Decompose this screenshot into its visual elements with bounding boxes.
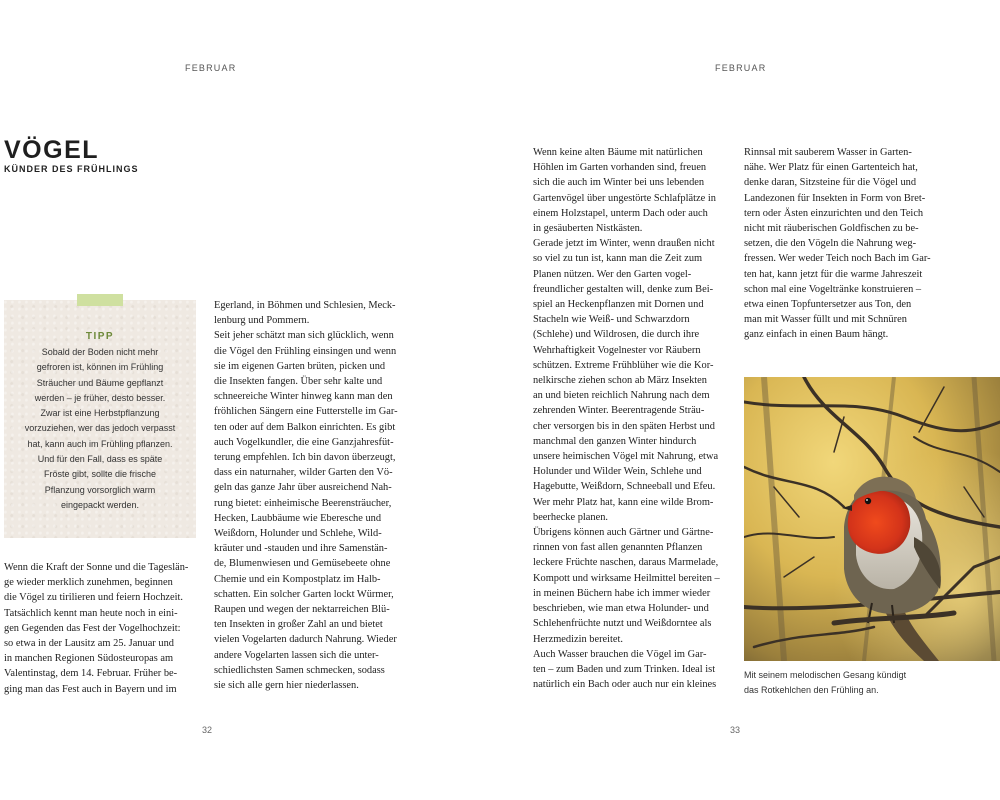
text-line: die Insekten fangen. Über sehr kalte und xyxy=(214,376,383,388)
text-line: dass ein naturnaher, wilder Garten den Vö- xyxy=(214,467,393,479)
text-line: Wehrhaftigkeit Vogelnester vor Räubern xyxy=(533,344,701,356)
text-line: lenburg und Pommern. xyxy=(214,315,310,327)
tip-line: vorzuziehen, wer das jedoch verpasst xyxy=(24,423,176,434)
text-line: nicht mit räuberischen Goldfischen zu be- xyxy=(744,223,919,235)
text-line: nelkirsche ziehen schon ab März Insekten xyxy=(533,375,707,387)
tip-line: Sträucher und Bäume gepflanzt xyxy=(36,377,164,388)
text-line: schon mal eine Vogeltränke konstruieren – xyxy=(744,283,922,295)
text-line: Auch Wasser brauchen die Vögel im Gar- xyxy=(533,648,707,660)
tip-box xyxy=(4,300,196,538)
tip-line: Pflanzung vorsorglich warm xyxy=(44,484,156,495)
caption-line: das Rotkehlchen den Frühling an. xyxy=(744,685,879,695)
text-line: spiel an Heckenpflanzen mit Dornen und xyxy=(533,299,704,311)
text-line: etwa einen Topfuntersetzer aus Ton, den xyxy=(744,299,912,311)
page-number-left: 32 xyxy=(202,725,213,735)
text-line: Raupen und wegen der nektarreichen Blü- xyxy=(214,604,390,616)
tip-line: Fröste gibt, sollte die frische xyxy=(43,469,157,480)
text-line: setzen, die den Vögeln die Nahrung weg- xyxy=(744,238,917,250)
text-line: Wenn keine alten Bäume mit natürlichen xyxy=(533,147,703,158)
chapter-title: VÖGEL xyxy=(4,136,100,164)
text-line: Egerland, in Böhmen und Schlesien, Meck- xyxy=(214,300,396,311)
text-line: schneereiche Winter hinweg kann man den xyxy=(214,391,393,403)
text-line: manchmal den ganzen Winter hindurch xyxy=(533,435,697,447)
text-line: gen Gegenden das Fest der Vogelhochzeit: xyxy=(4,622,181,634)
text-line: Schlehenfrüchte nutzt und Weißdorntee als xyxy=(533,618,712,630)
chapter-subtitle: KÜNDER DES FRÜHLINGS xyxy=(4,164,139,174)
tip-line: Und für den Fall, dass es späte xyxy=(37,454,163,465)
text-line: ten oder auf dem Balkon einrichten. Es gibt xyxy=(214,421,396,433)
text-line: einem Holzstapel, unterm Dach oder auch xyxy=(533,207,708,219)
body-column-3 xyxy=(533,145,720,692)
text-line: ten hat, kann jetzt für die warme Jahreszeit xyxy=(744,268,923,280)
tip-text xyxy=(4,345,196,513)
right-page xyxy=(500,0,1000,800)
text-line: leckere Früchte naschen, daraus Marmelade, xyxy=(533,557,719,569)
text-line: Gerade jetzt im Winter, wenn draußen nicht xyxy=(533,238,715,250)
text-line: Gartenvögel über ungestörte Schlafplätze in xyxy=(533,192,716,204)
text-line: Wenn die Kraft der Sonne und die Tageslän- xyxy=(4,562,189,573)
text-line: sie im eigenen Garten brüten, picken und xyxy=(214,360,386,372)
text-line: fressen. Wer weder Teich noch Bach im Gar- xyxy=(744,253,931,265)
text-line: schatten. Ein solcher Garten lockt Würmer, xyxy=(214,588,394,600)
text-line: rung bietet: einheimische Beerensträucher, xyxy=(214,497,392,509)
text-line: in manchen Regionen Südosteuropas am xyxy=(4,653,174,665)
text-line: denke daran, Sitzsteine für die Vögel und xyxy=(744,177,917,189)
running-header-left: FEBRUAR xyxy=(185,63,237,73)
text-line: (Schlehe) und Wildrosen, die durch ihre xyxy=(533,329,700,341)
text-line: Kompott und wirksame Heilmittel bereiten – xyxy=(533,572,720,584)
text-line: natürlich ein Bach oder auch nur ein kleines xyxy=(533,679,717,691)
text-line: Planen nützen. Wer den Garten vogel- xyxy=(533,268,692,280)
text-line: Wer mehr Platz hat, kann eine wilde Brom- xyxy=(533,496,714,508)
robin-photo xyxy=(744,377,1000,661)
text-line: ten Insekten in großer Zahl an und bietet xyxy=(214,619,383,631)
text-line: cher versorgen bis in den späten Herbst und xyxy=(533,420,715,432)
text-line: terung empfehlen. Ich bin davon überzeugt, xyxy=(214,452,396,464)
text-line: fröhlichen Sängern eine Futterstelle im Gar- xyxy=(214,406,398,418)
text-line: an und bieten reichlich Nahrung nach dem xyxy=(533,390,710,402)
text-line: ging man das Fest auch in Bayern und im xyxy=(4,683,177,695)
body-column-1 xyxy=(4,560,188,697)
caption-line: Mit seinem melodischen Gesang kündigt xyxy=(744,670,907,680)
tip-line: gefroren ist, können im Frühling xyxy=(36,362,164,373)
text-line: nähe. Wer Platz für einen Gartenteich hat, xyxy=(744,162,918,174)
tip-line: Sobald der Boden nicht mehr xyxy=(41,347,159,357)
text-line: Landezonen für Insekten in Form von Bret- xyxy=(744,192,926,204)
text-line: die Vögel zu tirilieren und feiern Hochzeit. xyxy=(4,592,183,604)
text-line: Rinnsal mit sauberem Wasser in Garten- xyxy=(744,147,912,158)
text-line: zehrenden Winter. Beerentragende Sträu- xyxy=(533,405,705,417)
text-line: ge wieder merklich zunehmen, beginnen xyxy=(4,577,173,589)
text-line: so etwa in der Lausitz am 25. Januar und xyxy=(4,638,174,650)
text-line: andere Vogelarten lassen sich die unter- xyxy=(214,649,379,661)
text-line: man mit Wasser füllt und mit Schnüren xyxy=(744,314,907,326)
text-line: geln das ganze Jahr über ausreichend Nah- xyxy=(214,482,392,494)
text-line: Chemie und ein Kompostplatz im Halb- xyxy=(214,573,381,585)
text-line: Weißdorn, Holunder und Schlehe, Wild- xyxy=(214,528,382,540)
text-line: Seit jeher schätzt man sich glücklich, wenn xyxy=(214,330,394,342)
text-line: sie sich alle gern hier niederlassen. xyxy=(214,680,359,692)
text-line: Tatsächlich kennt man heute noch in eini- xyxy=(4,607,178,619)
text-line: Stacheln wie Weiß- und Schwarzdorn xyxy=(533,314,690,326)
text-line: Valentinstag, dem 14. Februar. Früher be- xyxy=(4,668,178,680)
text-line: auch Vogelkundler, die eine Ganzjahresfüt- xyxy=(214,436,394,448)
text-line: Holunder und Wilder Wein, Schlehe und xyxy=(533,466,702,478)
text-line: freundlicher gestalten will, denke zum Bei- xyxy=(533,283,714,295)
text-line: tern oder Ästen einzurichten und den Teich xyxy=(744,207,924,219)
text-line: ten – zum Baden und zum Trinken. Ideal ist xyxy=(533,663,716,675)
text-line: de, Blumenwiesen und Gemüsebeete ohne xyxy=(214,558,391,570)
text-line: in gesäuberten Nistkästen. xyxy=(533,223,643,235)
text-line: Höhlen im Garten vorhanden sind, freuen xyxy=(533,162,707,174)
tip-line: werden – je früher, desto besser. xyxy=(34,392,166,403)
tip-heading: TIPP xyxy=(85,331,115,342)
text-line: Herzmedizin bereitet. xyxy=(533,633,624,645)
running-header-right: FEBRUAR xyxy=(715,63,767,73)
text-line: so viel zu tun ist, kann man die Zeit zum xyxy=(533,253,703,265)
text-line: Übrigens können auch Gärtner und Gärtne- xyxy=(533,527,714,539)
text-line: beschrieben, wie man etwa Holunder- und xyxy=(533,603,709,615)
page-number-right: 33 xyxy=(730,725,741,735)
text-line: in meinen Büchern habe ich immer wieder xyxy=(533,587,711,599)
text-line: schützen. Extreme Frühblüher wie die Kor- xyxy=(533,359,714,371)
text-line: Hecken, Laubbäume wie Eberesche und xyxy=(214,512,382,524)
body-column-2 xyxy=(214,298,398,693)
body-column-4 xyxy=(744,145,931,343)
tip-tab xyxy=(77,294,123,306)
text-line: vielen Vogelarten dadurch Nahrung. Wieder xyxy=(214,634,397,646)
text-line: beerhecke planen. xyxy=(533,511,608,523)
text-line: ganz einfach in einen Baum hängt. xyxy=(744,329,889,341)
text-line: sich die auch im Winter bei uns lebenden xyxy=(533,177,705,189)
text-line: rinnen von fast allen genannten Pflanzen xyxy=(533,542,703,554)
tip-line: eingepackt werden. xyxy=(60,499,140,510)
text-line: Hagebutte, Weißdorn, Schneeball und Efeu. xyxy=(533,481,716,493)
tip-line: Zwar ist eine Herbstpflanzung xyxy=(40,408,160,419)
text-line: schiedlichsten Samen schmecken, sodass xyxy=(214,664,385,676)
text-line: die Vögel den Frühling einsingen und wenn xyxy=(214,345,397,357)
text-line: unsere heimischen Vögel mit Nahrung, etwa xyxy=(533,451,719,463)
text-line: kräuter und -stauden und ihre Samenstän- xyxy=(214,543,388,555)
tip-line: hat, kann auch im Frühling pflanzen. xyxy=(27,438,173,449)
photo-caption xyxy=(744,668,906,698)
